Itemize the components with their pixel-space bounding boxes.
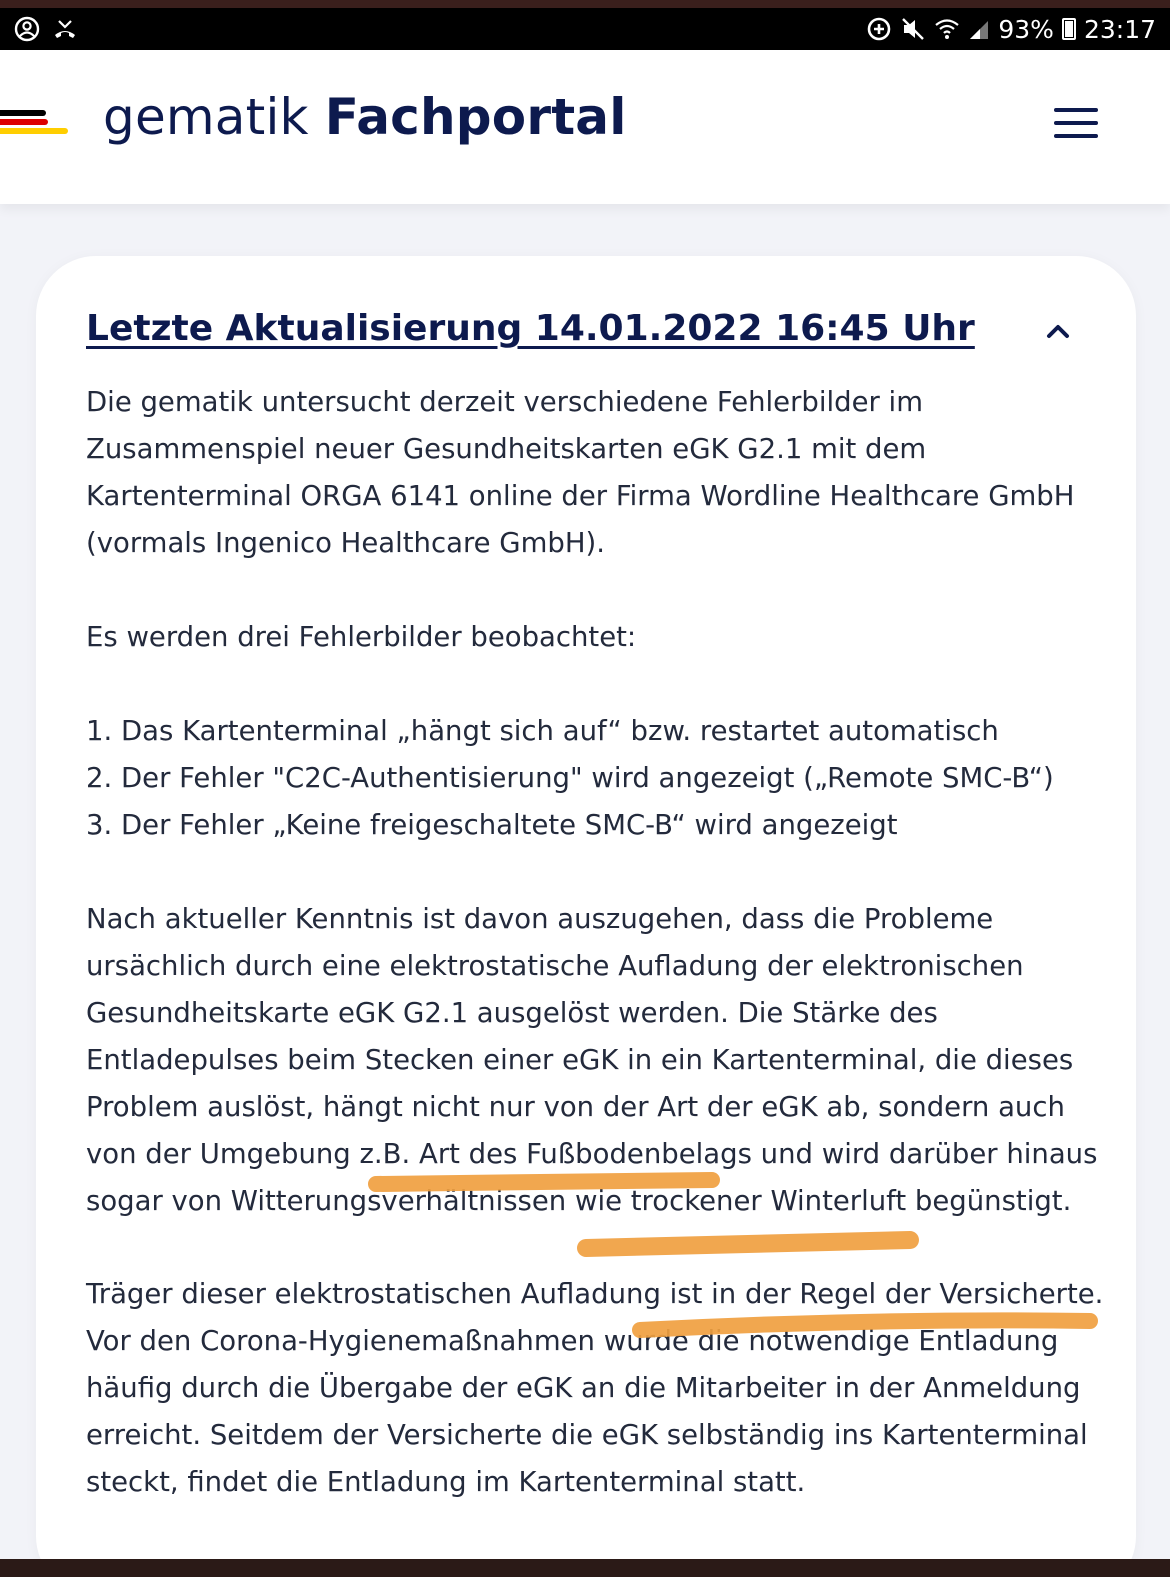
text-line: Zusammenspiel neuer Gesundheitskarten eGK G2.1 mit dem	[86, 433, 927, 465]
account-circle-icon	[14, 16, 40, 42]
brand-name-bold: Fachportal	[324, 88, 627, 146]
text-line: Entladepulses beim Stecken einer eGK in ein Kartenterminal, die dieses	[86, 1044, 1074, 1076]
paragraph-carrier	[86, 1271, 1103, 1506]
chevron-up-icon[interactable]	[1046, 323, 1070, 343]
data-saver-icon	[866, 16, 892, 42]
text-line: von der Umgebung z.B. Art des Fußbodenbelags und wird darüber hinaus	[86, 1138, 1098, 1170]
text-line: Kartenterminal ORGA 6141 online der Firma Wordline Healthcare GmbH	[86, 480, 1075, 512]
text-line: Träger dieser elektrostatischen Aufladung ist in der Regel der Versicherte.	[86, 1278, 1104, 1310]
text-line: Gesundheitskarte eGK G2.1 ausgelöst werden. Die Stärke des	[86, 997, 938, 1029]
text-line: Problem auslöst, hängt nicht nur von der Art der eGK ab, sondern auch	[86, 1091, 1065, 1123]
missed-call-icon	[52, 16, 78, 42]
list-item: 1. Das Kartenterminal „hängt sich auf“ bzw. restartet automatisch	[86, 715, 999, 747]
accordion-title[interactable]: Letzte Aktualisierung 14.01.2022 16:45 Uhr	[86, 308, 975, 349]
text-line: ursächlich durch eine elektrostatische Aufladung der elektronischen	[86, 950, 1024, 982]
text-line: Vor den Corona-Hygienemaßnahmen wurde die notwendige Entladung	[86, 1325, 1059, 1357]
text-line: Die gematik untersucht derzeit verschiedene Fehlerbilder im	[86, 386, 923, 418]
text-line: Nach aktueller Kenntnis ist davon auszugehen, dass die Probleme	[86, 903, 994, 935]
battery-percent: 93%	[998, 14, 1054, 44]
text-line: steckt, findet die Entladung im Kartenterminal statt.	[86, 1466, 806, 1498]
brand-flag-icon	[0, 110, 68, 137]
signal-icon	[968, 17, 990, 41]
mute-icon	[900, 16, 926, 42]
error-list	[86, 708, 1054, 849]
clock: 23:17	[1083, 14, 1156, 44]
paragraph-cause	[86, 896, 1097, 1225]
top-edge	[0, 0, 1170, 8]
text-line: häufig durch die Übergabe der eGK an die Mitarbeiter in der Anmeldung	[86, 1372, 1081, 1404]
paragraph-intro	[86, 379, 1074, 567]
brand-name-light: gematik	[103, 88, 309, 146]
paragraph-errors-intro	[86, 614, 636, 661]
status-bar	[0, 8, 1170, 50]
hamburger-menu-icon[interactable]	[1054, 108, 1098, 142]
wifi-icon	[934, 16, 960, 42]
battery-icon	[1062, 18, 1076, 40]
text-line: (vormals Ingenico Healthcare GmbH).	[86, 527, 606, 559]
list-item: 2. Der Fehler "C2C-Authentisierung" wird angezeigt („Remote SMC-B“)	[86, 762, 1054, 794]
text-line: Es werden drei Fehlerbilder beobachtet:	[86, 621, 637, 653]
text-line: erreicht. Seitdem der Versicherte die eGK selbständig ins Kartenterminal	[86, 1419, 1088, 1451]
bottom-edge	[0, 1559, 1170, 1577]
text-line: sogar von Witterungsverhältnissen wie trockener Winterluft begünstigt.	[86, 1185, 1072, 1217]
brand-logo[interactable]	[103, 88, 627, 146]
list-item: 3. Der Fehler „Keine freigeschaltete SMC-B“ wird angezeigt	[86, 809, 898, 841]
